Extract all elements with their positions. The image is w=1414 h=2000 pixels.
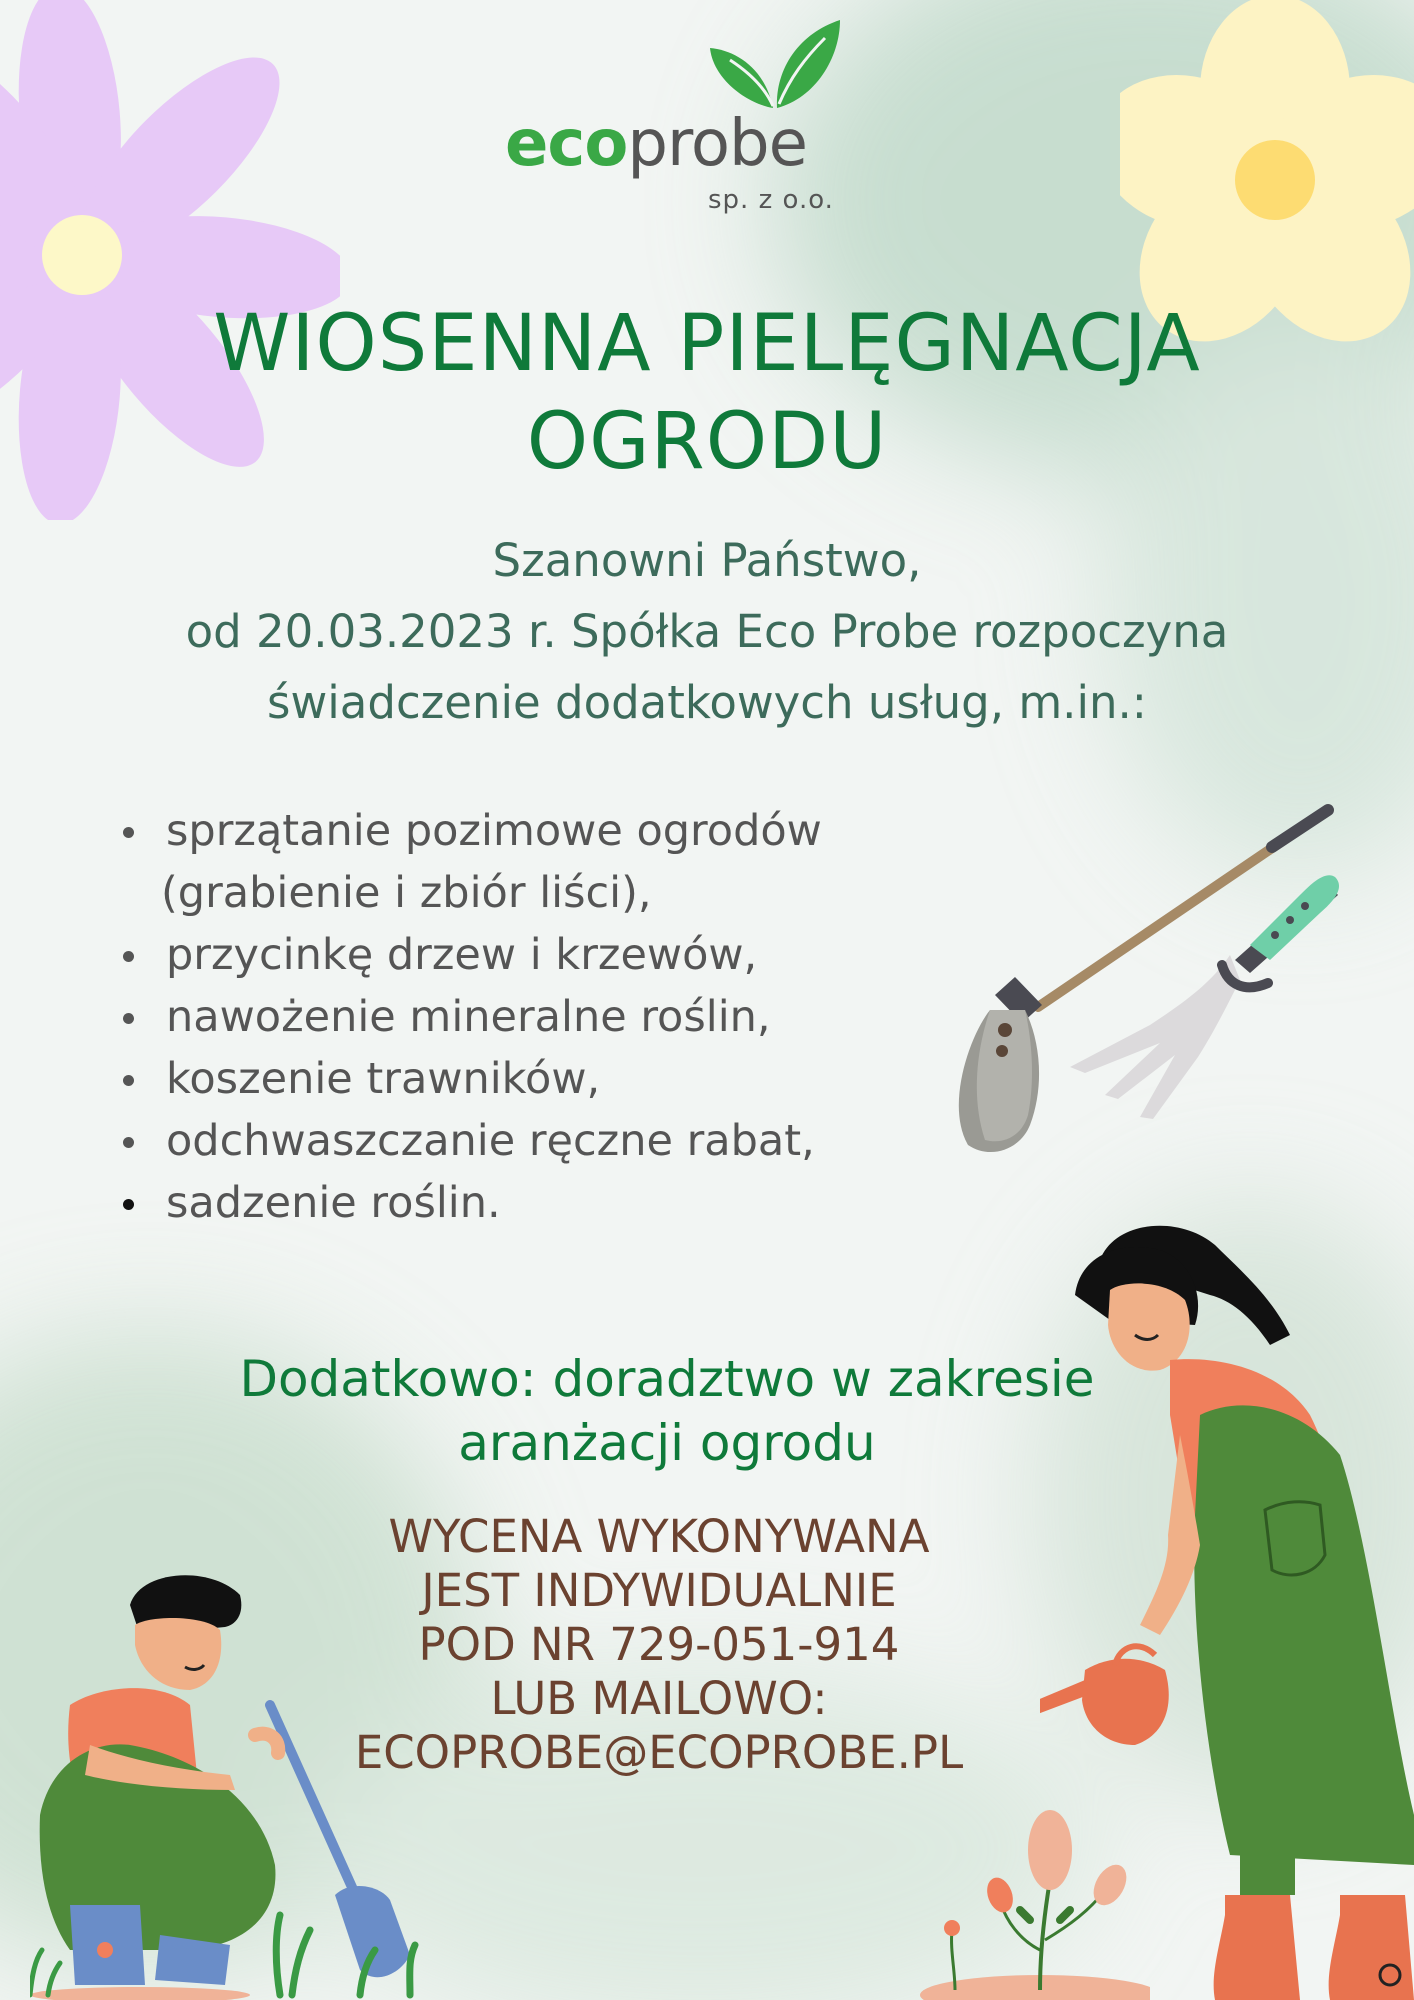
services-list — [118, 800, 822, 1234]
pricing-line-1: WYCENA WYKONYWANA — [388, 1510, 930, 1563]
intro-line-3: świadczenie dodatkowych usług, m.in.: — [267, 676, 1147, 729]
service-text-continuation: (grabienie i zbiór liści), — [161, 868, 652, 918]
logo-eco-text: eco — [505, 107, 628, 181]
garden-tools-illustration — [950, 795, 1345, 1160]
service-text: odchwaszczanie ręczne rabat, — [166, 1116, 815, 1166]
logo-probe-text: probe — [627, 107, 807, 181]
page-title — [0, 295, 1414, 491]
logo-wordmark — [505, 107, 807, 181]
list-item — [118, 800, 822, 924]
list-item — [118, 1172, 822, 1234]
service-text: koszenie trawników, — [166, 1054, 601, 1104]
extra-line-1: Dodatkowo: doradztwo w zakresie — [239, 1350, 1095, 1408]
list-item — [118, 1110, 822, 1172]
intro-text — [0, 525, 1414, 738]
intro-line-2: od 20.03.2023 r. Spółka Eco Probe rozpoczyna — [185, 605, 1229, 658]
logo-leaves-icon — [705, 18, 845, 113]
plant-sprout-illustration — [900, 1800, 1150, 2000]
title-line-2: OGRODU — [526, 397, 888, 487]
list-item — [118, 986, 822, 1048]
service-text: sadzenie roślin. — [166, 1178, 501, 1228]
boy-digging-illustration — [30, 1565, 440, 2000]
intro-line-1: Szanowni Państwo, — [492, 534, 922, 587]
pricing-line-4: LUB MAILOWO: — [490, 1672, 828, 1725]
service-text: sprzątanie pozimowe ogrodów — [166, 806, 822, 856]
service-text: przycinkę drzew i krzewów, — [166, 930, 758, 980]
phone-number: POD NR 729-051-914 — [418, 1618, 900, 1671]
logo-company-suffix: sp. z o.o. — [708, 185, 834, 215]
extra-line-2: aranżacji ogrodu — [458, 1414, 876, 1472]
list-item — [118, 924, 822, 986]
service-text: nawożenie mineralne roślin, — [166, 992, 771, 1042]
list-item — [118, 1048, 822, 1110]
email-address: ECOPROBE@ECOPROBE.PL — [354, 1726, 964, 1779]
pricing-line-2: JEST INDYWIDUALNIE — [421, 1564, 897, 1617]
title-line-1: WIOSENNA PIELĘGNACJA — [213, 299, 1201, 389]
